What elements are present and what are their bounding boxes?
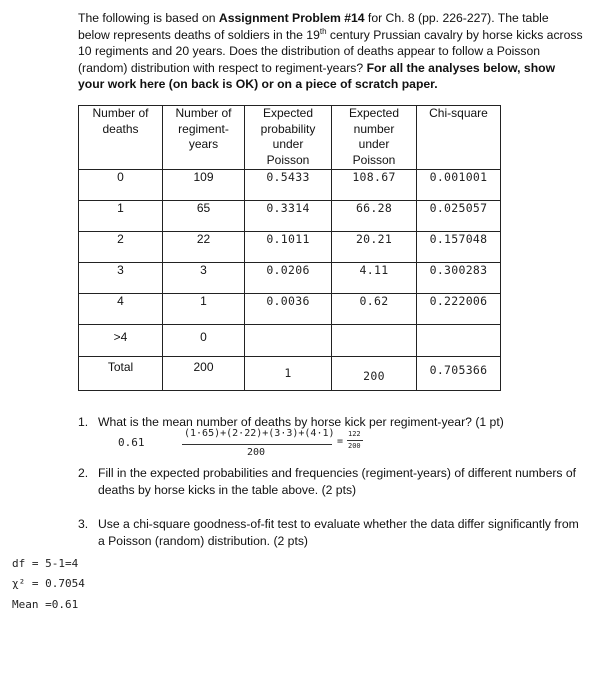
table-row: [79, 201, 501, 232]
cell-prob: 0.0206: [245, 263, 332, 294]
header-expected-number: Expected number under Poisson: [332, 106, 417, 170]
hw-small-numerator: 122: [348, 430, 361, 438]
cell-num: 20.21: [332, 232, 417, 263]
cell-years: 0: [163, 325, 245, 357]
total-row: [79, 357, 501, 391]
cell-deaths: >4: [79, 325, 163, 357]
intro-paragraph: [78, 10, 583, 93]
hw-equals: =: [337, 436, 344, 447]
intro-text-3: century Prussian cavalry by horse kicks across 10 regiments and 20 years. Does the distribution of deaths appear to follow a Poisson (random) distribution with respect to regiment-years?: [78, 27, 583, 75]
cell-deaths: 4: [79, 294, 163, 325]
cell-prob: [245, 325, 332, 357]
table-row: [79, 232, 501, 263]
cell-chi: 0.300283: [417, 263, 501, 294]
superscript-th: th: [319, 26, 327, 36]
table-row: [79, 263, 501, 294]
question-2-number: 2.: [78, 466, 89, 480]
header-deaths: Number of deaths: [79, 106, 163, 170]
header-row: [79, 106, 501, 170]
question-3-number: 3.: [78, 517, 89, 531]
intro-text-1: The following is based on: [78, 11, 219, 25]
question-2: [78, 465, 588, 498]
cell-deaths: 0: [79, 170, 163, 201]
hw-degrees-of-freedom: df = 5-1=4: [12, 557, 79, 570]
cell-total-label: Total: [79, 357, 163, 391]
hw-fraction-bar: [182, 444, 332, 445]
cell-prob: 0.0036: [245, 294, 332, 325]
hw-denominator: 200: [247, 447, 266, 458]
header-regiment-years: Number of regiment- years: [163, 106, 245, 170]
cell-num: 108.67: [332, 170, 417, 201]
question-3-text: Use a chi-square goodness-of-fit test to evaluate whether the data differ significantly from a Poisson (random) distribution. (2 pts): [98, 517, 579, 548]
hw-chi-square-total: χ² = 0.7054: [12, 577, 85, 590]
assignment-reference: Assignment Problem #14: [218, 11, 365, 25]
cell-chi: 0.222006: [417, 294, 501, 325]
cell-chi: [417, 325, 501, 357]
cell-num: 66.28: [332, 201, 417, 232]
cell-total-prob: 1: [245, 357, 332, 391]
poisson-table: [78, 105, 501, 391]
cell-total-years: 200: [163, 357, 245, 391]
cell-num: [332, 325, 417, 357]
header-chi-square: Chi-square: [417, 106, 501, 170]
question-2-text: Fill in the expected probabilities and frequencies (regiment-years) of different numbers of deaths by horse kicks in the table above. (2 pts): [98, 466, 577, 497]
intro-text-2: for Ch. 8 (pp. 226-227). The table below represents deaths of soldiers in the 19: [78, 11, 549, 42]
cell-num: 4.11: [332, 263, 417, 294]
cell-deaths: 2: [79, 232, 163, 263]
hw-small-fraction-bar: [347, 440, 363, 441]
cell-years: 1: [163, 294, 245, 325]
instructions-bold: For all the analyses below, show your work here (on back is OK) or on a piece of scratch paper.: [78, 60, 556, 91]
cell-years: 65: [163, 201, 245, 232]
cell-chi: 0.025057: [417, 201, 501, 232]
cell-chi: 0.001001: [417, 170, 501, 201]
cell-deaths: 3: [79, 263, 163, 294]
cell-prob: 0.5433: [245, 170, 332, 201]
cell-years: 3: [163, 263, 245, 294]
question-3: [78, 516, 588, 549]
cell-total-chi: 0.705366: [417, 357, 501, 391]
cell-deaths: 1: [79, 201, 163, 232]
table-row: [79, 170, 501, 201]
header-expected-probability: Expected probability under Poisson: [245, 106, 332, 170]
hw-small-denominator: 200: [348, 442, 361, 450]
cell-chi: 0.157048: [417, 232, 501, 263]
cell-years: 22: [163, 232, 245, 263]
cell-years: 109: [163, 170, 245, 201]
cell-prob: 0.1011: [245, 232, 332, 263]
cell-prob: 0.3314: [245, 201, 332, 232]
cell-num: 0.62: [332, 294, 417, 325]
table-row: [79, 325, 501, 357]
cell-total-num: 200: [332, 357, 417, 391]
hw-mean-answer: 0.61: [118, 436, 145, 449]
question-1-number: 1.: [78, 415, 89, 429]
hw-mean: Mean =0.61: [12, 598, 79, 611]
table-row: [79, 294, 501, 325]
hw-numerator: (1·65)+(2·22)+(3·3)+(4·1): [184, 428, 335, 439]
question-1-text: What is the mean number of deaths by horse kick per regiment-year? (1 pt): [98, 415, 504, 429]
